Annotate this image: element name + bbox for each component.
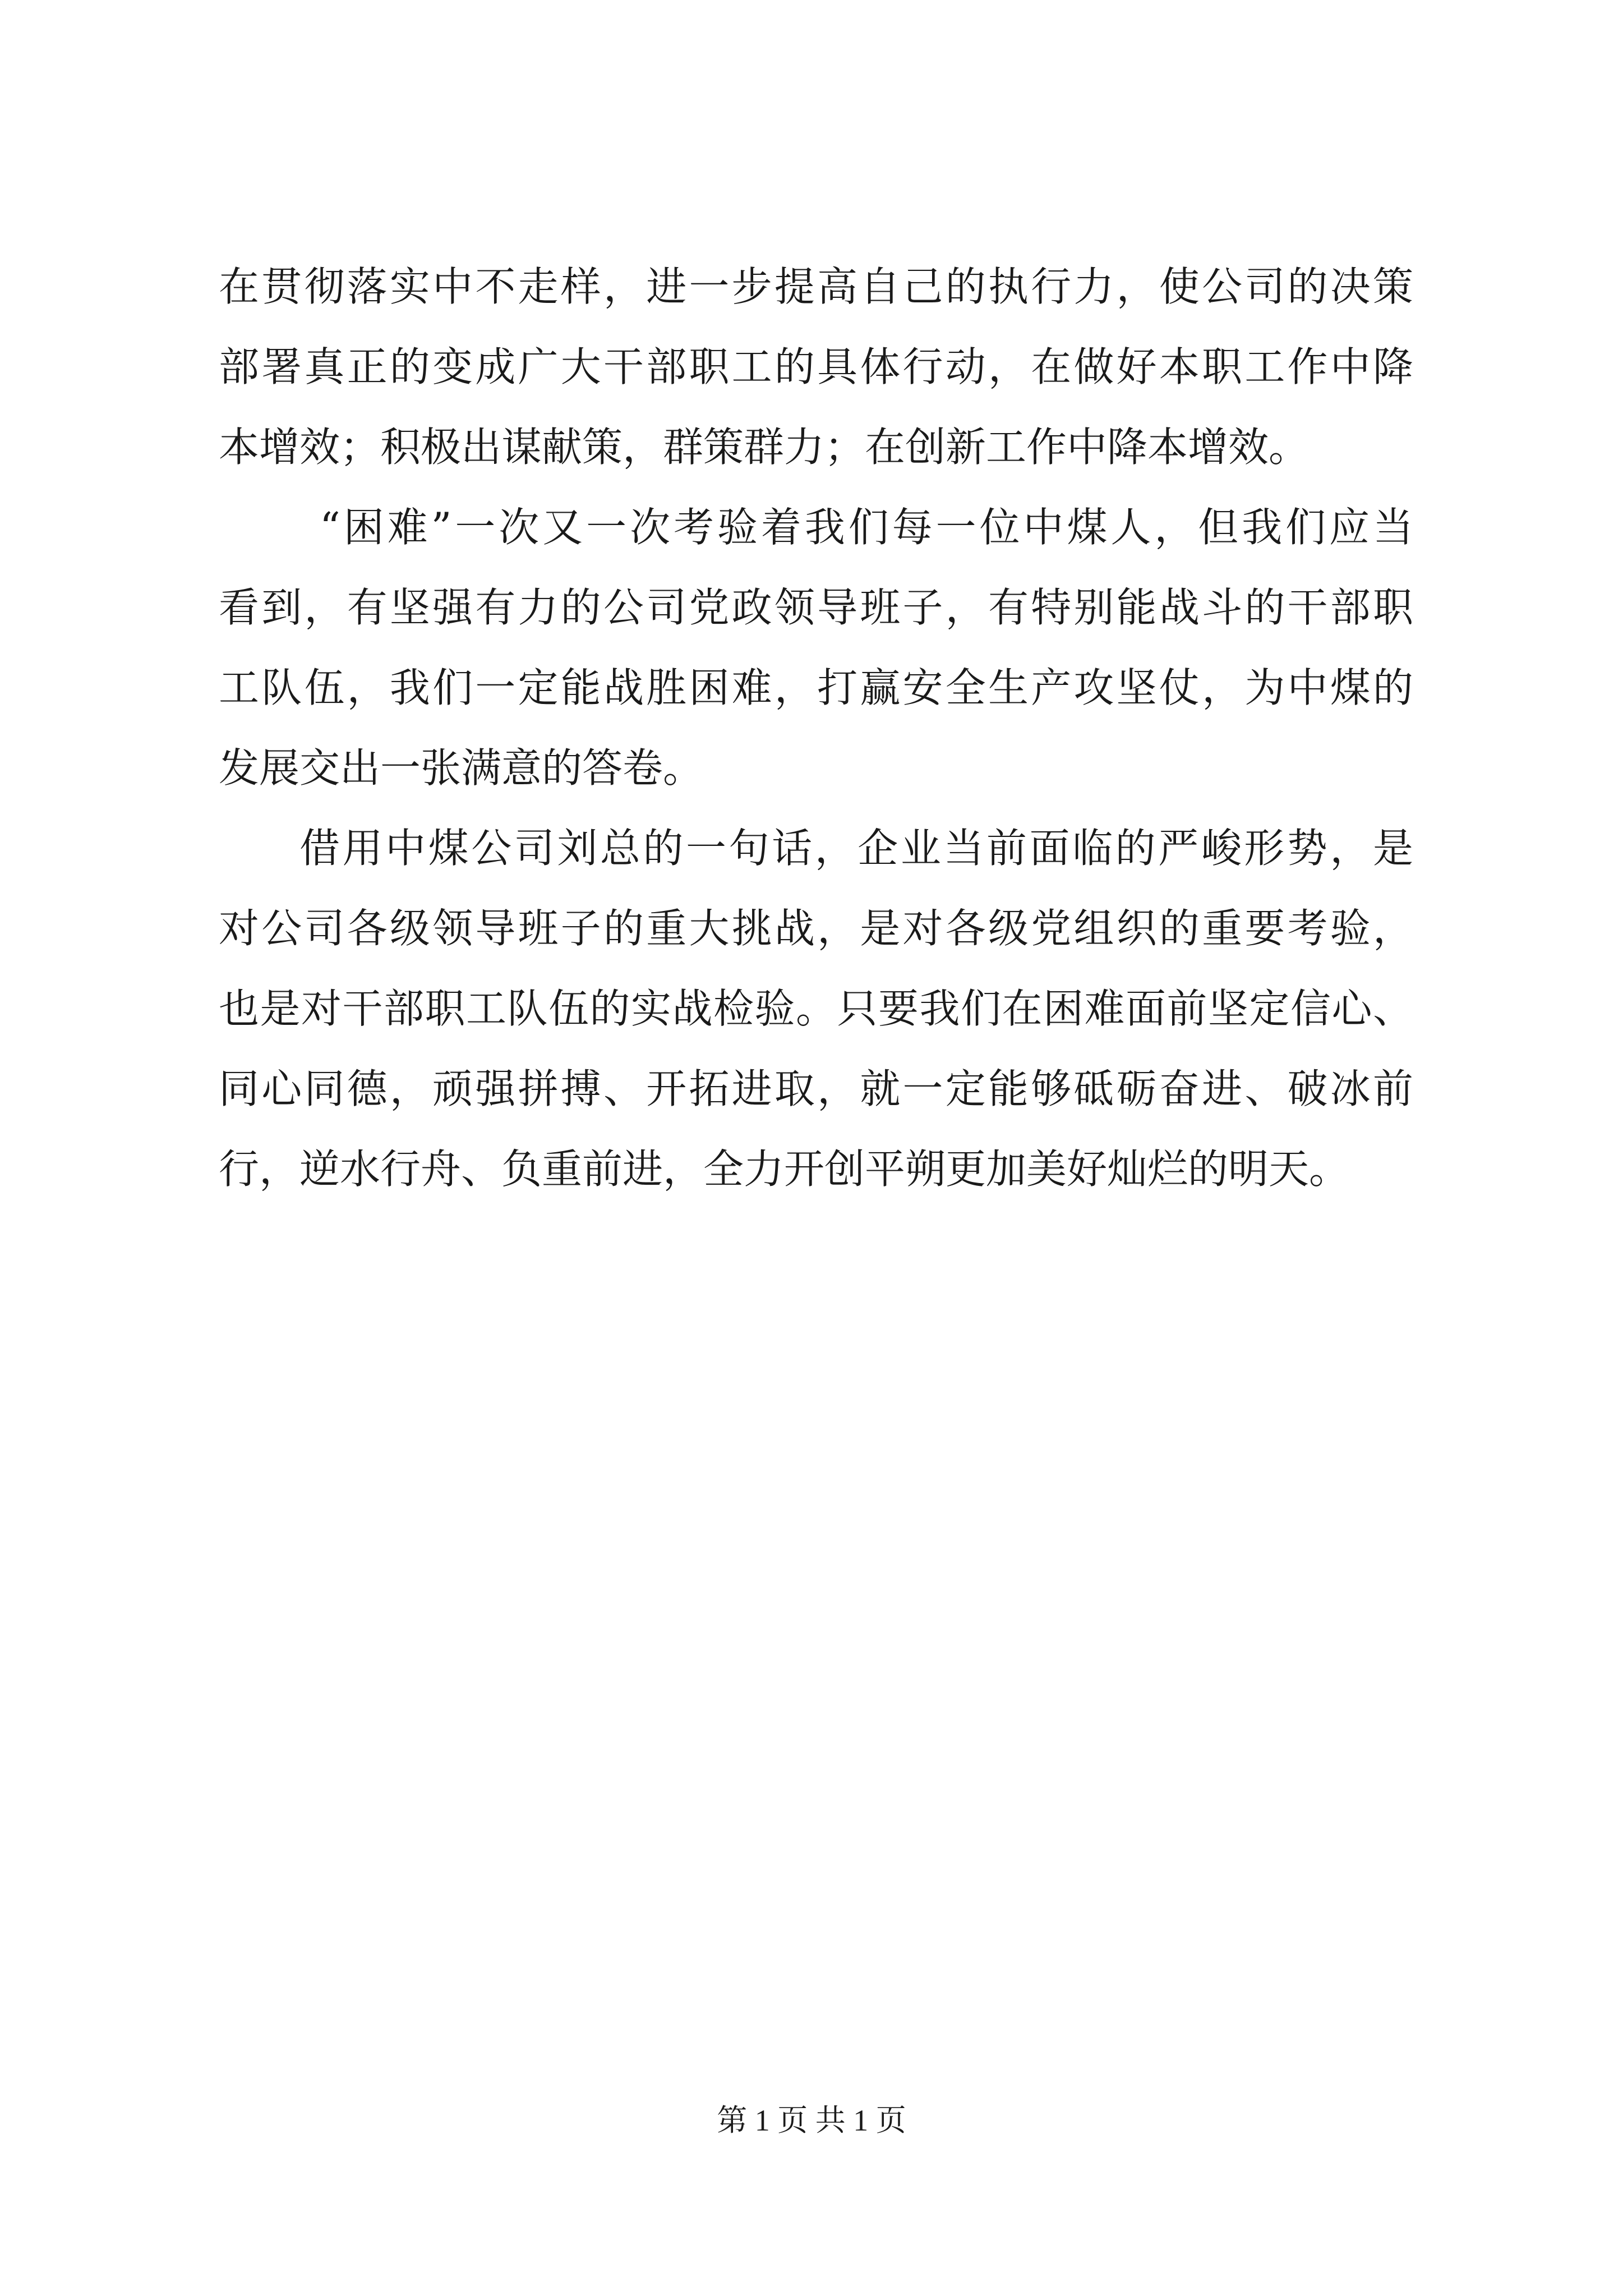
page-footer (0, 2101, 1623, 2140)
page-number-label: 第 1 页 共 1 页 (717, 2104, 906, 2137)
paragraph-2-line-2: 看到，有坚强有力的公司党政领导班子，有特别能战斗的干部职 (219, 584, 1413, 631)
paragraph-2-line-3: 工队伍，我们一定能战胜困难，打赢安全生产攻坚仗，为中煤的 (219, 664, 1413, 711)
paragraph-3-line-4: 同心同德，顽强拼搏、开拓进取，就一定能够砥砺奋进、破冰前 (219, 1065, 1413, 1112)
paragraph-1-line-2: 部署真正的变成广大干部职工的具体行动，在做好本职工作中降 (219, 343, 1413, 390)
document-body (219, 247, 1413, 1209)
paragraph-3-line-5: 行，逆水行舟、负重前进，全力开创平朔更加美好灿烂的明天。 (219, 1145, 1350, 1193)
paragraph-1-line-3: 本增效；积极出谋献策，群策群力；在创新工作中降本增效。 (219, 424, 1310, 471)
paragraph-1-line-1: 在贯彻落实中不走样，进一步提高自己的执行力，使公司的决策 (219, 263, 1413, 310)
paragraph-3-line-2: 对公司各级领导班子的重大挑战，是对各级党组织的重要考验， (219, 905, 1413, 952)
paragraph-2-line-1: “困难”一次又一次考验着我们每一位中煤人，但我们应当 (320, 504, 1413, 551)
paragraph-2-line-4: 发展交出一张满意的答卷。 (219, 744, 704, 792)
paragraph-3-line-3: 也是对干部职工队伍的实战检验。只要我们在困难面前坚定信心、 (219, 985, 1413, 1032)
paragraph-3-line-1: 借用中煤公司刘总的一句话，企业当前面临的严峻形势，是 (299, 825, 1413, 872)
